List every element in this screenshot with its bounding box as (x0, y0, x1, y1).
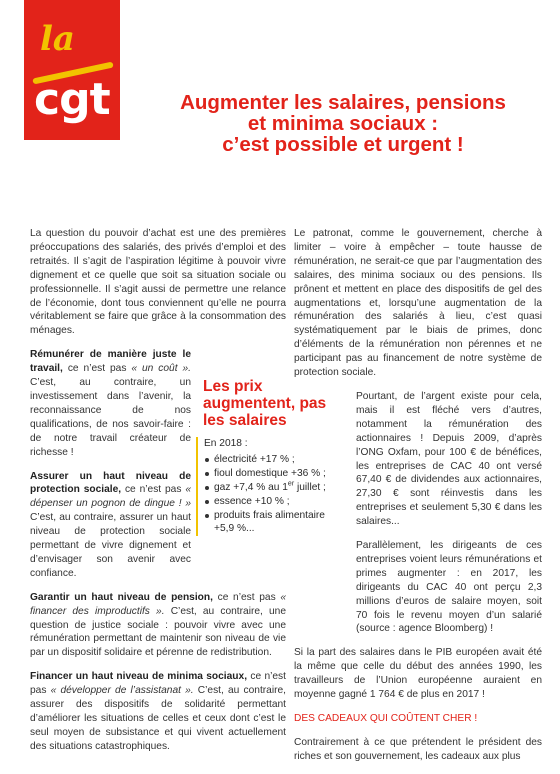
logo-la-text: la (40, 19, 75, 59)
paragraph-lead: Garantir un haut niveau de pension, (30, 591, 213, 603)
paragraph-text: C’est, au contraire, un investissement dans l’avenir, la reconnaissance de nos qualifications, de nos savoir-faire : de notre travail créateur de richesse ! (30, 377, 191, 458)
title-line-3: c’est possible et urgent ! (222, 133, 464, 156)
paragraph-contrairement: Contrairement à ce que prétendent le président des riches et son gouvernement, les cadeaux aux plus (294, 736, 542, 762)
paragraph-text: ce n’est pas (62, 363, 132, 375)
paragraph-quote: « dépenser un pognon de dingue ! » (30, 484, 192, 510)
paragraph-quote: « développer de l’assistanat ». (50, 685, 194, 697)
prices-list (204, 453, 346, 536)
paragraph-dirigeants: Parallèlement, les dirigeants de ces entreprises voient leurs rémunérations et primes augmenter : en 2017, les dirigeants du CAC 40 ont perçu 2,3 millions d’euros de salaire moyen, soit 70 fois le revenu moyen d’un salarié (source : agence Bloomberg) ! (356, 540, 542, 635)
price-item-gaz-sup: er (287, 480, 295, 488)
prices-box-body (196, 437, 346, 536)
price-item-gaz (204, 481, 346, 495)
prices-box (196, 378, 346, 553)
title-line-2: et minima sociaux : (247, 112, 439, 135)
paragraph-remunerer (30, 348, 191, 459)
logo-cgt-text: cgt (34, 74, 110, 125)
price-item-gaz-tail: juillet ; (294, 481, 326, 493)
paragraph-minima-sociaux (30, 670, 286, 753)
paragraph-lead: Assurer un haut niveau de protection sociale, (30, 470, 191, 496)
paragraph-pib: Si la part des salaires dans le PIB européen avait été la même que celle du début des années 1990, les travailleurs de l’Union européenne auraient en moyenne gagné 1 764 € de plus en 2017 ! (294, 647, 542, 701)
intro-paragraph: La question du pouvoir d’achat est une des premières préoccupations des salariés, des privés d’emploi et des retraités. Il s’agit de l’aspiration légitime à pouvoir vivre dignement et ce quelle que soit sa situation sociale ou professionnelle. Il s’agit aussi de permettre une relance de l’économie, dont tous conviennent qu’elle ne pourra véritablement se faire que grâce à la consommation des ménages. (30, 228, 286, 337)
page-title (138, 92, 548, 155)
paragraph-text: ce n’est pas (121, 484, 186, 496)
paragraph-lead: Rémunérer de manière juste le travail, (30, 349, 191, 375)
paragraph-text: C’est, au contraire, assurer des dispositifs de solidarité permettant d’améliorer les situations de celles et ceux dont c’est le seul moyen de subsistance et qui vivent actuellement des situations catastrophiques. (30, 685, 286, 752)
paragraph-protection-sociale (30, 470, 191, 581)
price-item-fioul: fioul domestique +36 % ; (204, 467, 346, 481)
paragraph-patronat: Le patronat, comme le gouvernement, cherche à limiter – voire à empêcher – toute hausse de rémunération, ne serait-ce que par l’augmentation des salaires, des minima sociaux ou des pensions. Ils prônent et mettent en place des dispositifs de gel des augmentations et, lorsqu’une augmentation de la rémunération des salariés à lieu, c’est quasi systématiquement par le biais de primes, donc d’éléments de la rémunération non pérennes et ne participant pas au financement de notre système de protection sociale. (294, 228, 542, 379)
paragraph-quote: « financer des improductifs ». (30, 591, 287, 617)
cgt-logo (24, 0, 120, 140)
paragraph-text: C’est, au contraire, une question de justice sociale : pouvoir vivre avec une rémunération permettant de maintenir son niveau de vie par un dispositif solidaire et pérenne de redistribution. (30, 605, 286, 659)
price-item-essence: essence +10 % ; (204, 495, 346, 509)
price-item-produits-frais: produits frais alimentaire +5,9 %... (204, 509, 346, 537)
paragraph-pension (30, 591, 286, 661)
paragraph-argent: Pourtant, de l’argent existe pour cela, mais il est fléché vers d’autres, notamment la rémunération des actionnaires ! Depuis 2009, d’après l’ONG Oxfam, pour 100 € de bénéfices, les entreprises de CAC 40 ont versé 67,40 € de dividendes aux actionnaires, 27,30 € sont réinvestis dans les entreprises et seulement 5,30 € dans les salaires... (356, 390, 542, 528)
paragraph-lead: Financer un haut niveau de minima sociaux, (30, 671, 248, 683)
prices-box-title: Les prix augmentent, pas les salaires (203, 378, 327, 429)
paragraph-text: C’est, au contraire, assurer un haut niveau de protection sociale permettant de vivre dignement et d’envisager son avenir avec confiance. (30, 512, 191, 579)
title-line-1: Augmenter les salaires, pensions (180, 91, 506, 114)
price-item-electricite: électricité +17 % ; (204, 453, 346, 467)
paragraph-quote: « un coût ». (131, 363, 191, 375)
paragraph-text: ce n’est pas (212, 591, 281, 603)
price-item-gaz-text: gaz +7,4 % au 1 (214, 481, 288, 493)
paragraph-text: ce n’est pas (30, 671, 286, 697)
section-heading-cadeaux: DES CADEAUX QUI COÛTENT CHER ! (294, 713, 478, 724)
prices-box-intro: En 2018 : (204, 438, 248, 449)
